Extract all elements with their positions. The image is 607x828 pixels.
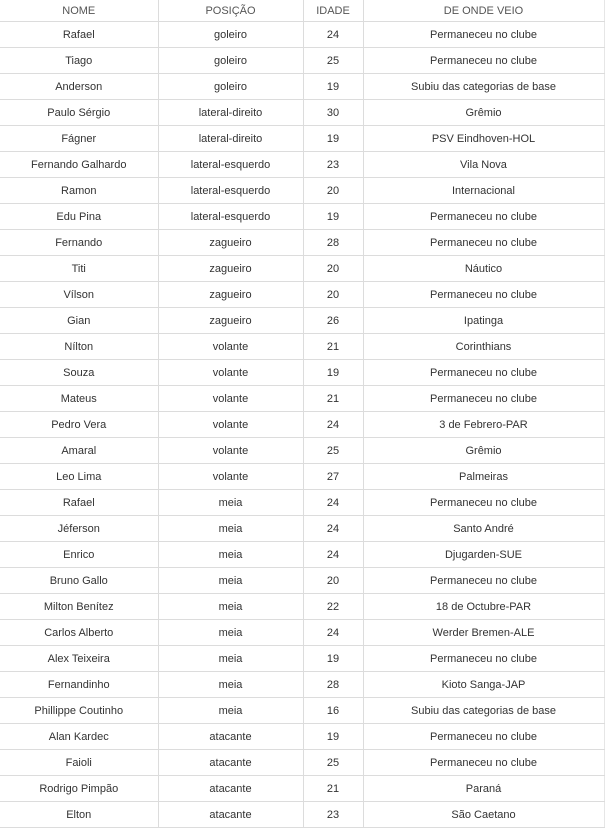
player-position-cell: lateral-esquerdo <box>158 178 303 204</box>
table-row <box>0 464 604 490</box>
table-row <box>0 776 604 802</box>
table-row <box>0 672 604 698</box>
player-origin-cell: Werder Bremen-ALE <box>363 620 604 646</box>
player-name-cell: Rodrigo Pimpão <box>0 776 158 802</box>
player-name-cell: Rafael <box>0 490 158 516</box>
player-position-cell: zagueiro <box>158 256 303 282</box>
player-name-cell: Jéferson <box>0 516 158 542</box>
player-position-cell: lateral-direito <box>158 126 303 152</box>
player-name-cell: Tiago <box>0 48 158 74</box>
player-position-cell: zagueiro <box>158 308 303 334</box>
table-row <box>0 386 604 412</box>
player-origin-cell: Grêmio <box>363 100 604 126</box>
player-name-cell: Gian <box>0 308 158 334</box>
player-origin-cell: Grêmio <box>363 438 604 464</box>
table-row <box>0 516 604 542</box>
player-name-cell: Faioli <box>0 750 158 776</box>
table-row <box>0 308 604 334</box>
player-origin-cell: Permaneceu no clube <box>363 230 604 256</box>
player-age-cell: 25 <box>303 750 363 776</box>
player-age-cell: 19 <box>303 126 363 152</box>
player-origin-cell: Palmeiras <box>363 464 604 490</box>
player-position-cell: atacante <box>158 776 303 802</box>
player-name-cell: Carlos Alberto <box>0 620 158 646</box>
table-row <box>0 438 604 464</box>
table-row <box>0 282 604 308</box>
player-age-cell: 26 <box>303 308 363 334</box>
player-position-cell: meia <box>158 594 303 620</box>
player-origin-cell: Permaneceu no clube <box>363 282 604 308</box>
player-position-cell: goleiro <box>158 74 303 100</box>
player-name-cell: Fernando Galhardo <box>0 152 158 178</box>
player-name-cell: Leo Lima <box>0 464 158 490</box>
table-row <box>0 750 604 776</box>
player-position-cell: lateral-esquerdo <box>158 152 303 178</box>
player-name-cell: Phillippe Coutinho <box>0 698 158 724</box>
table-row <box>0 412 604 438</box>
player-age-cell: 21 <box>303 334 363 360</box>
player-age-cell: 20 <box>303 282 363 308</box>
player-name-cell: Paulo Sérgio <box>0 100 158 126</box>
player-origin-cell: Vila Nova <box>363 152 604 178</box>
player-age-cell: 20 <box>303 568 363 594</box>
table-row <box>0 724 604 750</box>
player-name-cell: Anderson <box>0 74 158 100</box>
table-row <box>0 698 604 724</box>
player-position-cell: volante <box>158 360 303 386</box>
player-name-cell: Mateus <box>0 386 158 412</box>
player-position-cell: goleiro <box>158 48 303 74</box>
table-row <box>0 568 604 594</box>
player-age-cell: 24 <box>303 620 363 646</box>
player-age-cell: 24 <box>303 22 363 48</box>
table-row <box>0 74 604 100</box>
player-position-cell: zagueiro <box>158 282 303 308</box>
player-age-cell: 24 <box>303 490 363 516</box>
player-age-cell: 19 <box>303 724 363 750</box>
player-age-cell: 25 <box>303 48 363 74</box>
player-origin-cell: Subiu das categorias de base <box>363 698 604 724</box>
player-name-cell: Fernando <box>0 230 158 256</box>
player-age-cell: 23 <box>303 152 363 178</box>
player-position-cell: volante <box>158 438 303 464</box>
player-age-cell: 19 <box>303 360 363 386</box>
player-age-cell: 22 <box>303 594 363 620</box>
player-name-cell: Amaral <box>0 438 158 464</box>
player-origin-cell: Permaneceu no clube <box>363 750 604 776</box>
player-position-cell: meia <box>158 620 303 646</box>
player-origin-cell: Djugarden-SUE <box>363 542 604 568</box>
header-nome: NOME <box>0 0 158 22</box>
player-position-cell: atacante <box>158 750 303 776</box>
player-origin-cell: Ipatinga <box>363 308 604 334</box>
player-origin-cell: São Caetano <box>363 802 604 828</box>
player-origin-cell: Permaneceu no clube <box>363 22 604 48</box>
header-posicao: POSIÇÃO <box>158 0 303 22</box>
player-name-cell: Fernandinho <box>0 672 158 698</box>
table-row <box>0 178 604 204</box>
table-row <box>0 100 604 126</box>
player-position-cell: meia <box>158 490 303 516</box>
header-origem: DE ONDE VEIO <box>363 0 604 22</box>
player-age-cell: 28 <box>303 230 363 256</box>
player-origin-cell: Permaneceu no clube <box>363 204 604 230</box>
header-idade: IDADE <box>303 0 363 22</box>
player-position-cell: meia <box>158 516 303 542</box>
player-name-cell: Vílson <box>0 282 158 308</box>
player-age-cell: 24 <box>303 412 363 438</box>
table-row <box>0 334 604 360</box>
player-age-cell: 23 <box>303 802 363 828</box>
player-position-cell: lateral-esquerdo <box>158 204 303 230</box>
player-name-cell: Bruno Gallo <box>0 568 158 594</box>
table-row <box>0 152 604 178</box>
player-name-cell: Souza <box>0 360 158 386</box>
player-origin-cell: Permaneceu no clube <box>363 386 604 412</box>
player-age-cell: 20 <box>303 178 363 204</box>
header-row <box>0 0 604 22</box>
player-name-cell: Nílton <box>0 334 158 360</box>
table-row <box>0 620 604 646</box>
player-age-cell: 19 <box>303 204 363 230</box>
table-body <box>0 22 604 828</box>
player-origin-cell: Internacional <box>363 178 604 204</box>
player-position-cell: volante <box>158 412 303 438</box>
player-origin-cell: Permaneceu no clube <box>363 568 604 594</box>
player-origin-cell: Permaneceu no clube <box>363 490 604 516</box>
player-name-cell: Enrico <box>0 542 158 568</box>
player-age-cell: 24 <box>303 516 363 542</box>
player-age-cell: 30 <box>303 100 363 126</box>
table-row <box>0 204 604 230</box>
player-position-cell: zagueiro <box>158 230 303 256</box>
table-row <box>0 490 604 516</box>
player-name-cell: Ramon <box>0 178 158 204</box>
player-origin-cell: Subiu das categorias de base <box>363 74 604 100</box>
player-origin-cell: 3 de Febrero-PAR <box>363 412 604 438</box>
player-position-cell: volante <box>158 386 303 412</box>
player-age-cell: 16 <box>303 698 363 724</box>
player-position-cell: atacante <box>158 724 303 750</box>
player-position-cell: meia <box>158 698 303 724</box>
player-age-cell: 21 <box>303 386 363 412</box>
player-origin-cell: Corinthians <box>363 334 604 360</box>
player-name-cell: Titi <box>0 256 158 282</box>
player-age-cell: 27 <box>303 464 363 490</box>
table-row <box>0 360 604 386</box>
player-name-cell: Alex Teixeira <box>0 646 158 672</box>
table-header <box>0 0 604 22</box>
player-origin-cell: Santo André <box>363 516 604 542</box>
player-origin-cell: Kioto Sanga-JAP <box>363 672 604 698</box>
player-age-cell: 19 <box>303 646 363 672</box>
player-origin-cell: Permaneceu no clube <box>363 724 604 750</box>
player-position-cell: meia <box>158 672 303 698</box>
table-row <box>0 542 604 568</box>
table-row <box>0 126 604 152</box>
player-origin-cell: Paraná <box>363 776 604 802</box>
player-name-cell: Pedro Vera <box>0 412 158 438</box>
player-origin-cell: PSV Eindhoven-HOL <box>363 126 604 152</box>
player-name-cell: Rafael <box>0 22 158 48</box>
table-row <box>0 22 604 48</box>
player-position-cell: volante <box>158 334 303 360</box>
table-row <box>0 48 604 74</box>
player-age-cell: 19 <box>303 74 363 100</box>
player-age-cell: 28 <box>303 672 363 698</box>
player-position-cell: lateral-direito <box>158 100 303 126</box>
player-age-cell: 25 <box>303 438 363 464</box>
table-row <box>0 802 604 828</box>
player-age-cell: 20 <box>303 256 363 282</box>
player-position-cell: atacante <box>158 802 303 828</box>
player-position-cell: meia <box>158 646 303 672</box>
player-position-cell: meia <box>158 542 303 568</box>
table-row <box>0 646 604 672</box>
table-row <box>0 230 604 256</box>
player-age-cell: 24 <box>303 542 363 568</box>
player-age-cell: 21 <box>303 776 363 802</box>
player-name-cell: Alan Kardec <box>0 724 158 750</box>
player-origin-cell: Náutico <box>363 256 604 282</box>
player-origin-cell: Permaneceu no clube <box>363 360 604 386</box>
player-position-cell: meia <box>158 568 303 594</box>
player-origin-cell: 18 de Octubre-PAR <box>363 594 604 620</box>
player-origin-cell: Permaneceu no clube <box>363 48 604 74</box>
player-position-cell: goleiro <box>158 22 303 48</box>
player-name-cell: Elton <box>0 802 158 828</box>
player-origin-cell: Permaneceu no clube <box>363 646 604 672</box>
player-name-cell: Milton Benítez <box>0 594 158 620</box>
player-name-cell: Fágner <box>0 126 158 152</box>
player-position-cell: volante <box>158 464 303 490</box>
table-row <box>0 256 604 282</box>
table-row <box>0 594 604 620</box>
player-name-cell: Edu Pina <box>0 204 158 230</box>
